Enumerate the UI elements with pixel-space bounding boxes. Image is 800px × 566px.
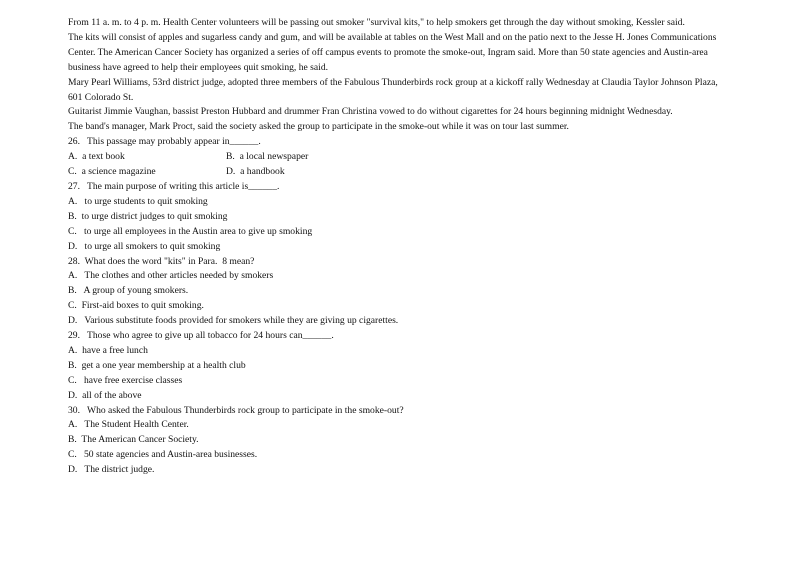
option-27-a: A. to urge students to quit smoking — [68, 195, 208, 207]
option-29-b: B. get a one year membership at a health club — [68, 359, 246, 371]
option-30-d: D. The district judge. — [68, 464, 155, 476]
option-27-b: B. to urge district judges to quit smoking — [68, 210, 228, 222]
option-30-b: B. The American Cancer Society. — [68, 434, 199, 446]
option-29-a: A. have a free lunch — [68, 344, 148, 356]
question-30-stem: 30. Who asked the Fabulous Thunderbirds rock group to participate in the smoke-out? — [68, 404, 404, 416]
option-27-c: C. to urge all employees in the Austin area to give up smoking — [68, 225, 313, 237]
option-28-a: A. The clothes and other articles needed by smokers — [68, 270, 274, 282]
option-28-d: D. Various substitute foods provided for smokers while they are giving up cigarettes. — [68, 315, 399, 327]
question-26-stem: 26. This passage may probably appear in______. — [68, 136, 261, 148]
paragraph: Guitarist Jimmie Vaughan, bassist Preston Hubbard and drummer Fran Christina vowed to do without cigarettes for 24 hours beginning midnight Wednesday. — [68, 106, 673, 118]
question-28-stem: 28. What does the word "kits" in Para. 8 mean? — [68, 255, 255, 267]
paragraph: From 11 a. m. to 4 p. m. Health Center volunteers will be passing out smoker "survival kits," to help smokers get through the day without smoking, Kessler said. — [68, 17, 685, 28]
question-26-options-row2 — [68, 165, 728, 180]
option-28-c: C. First-aid boxes to quit smoking. — [68, 300, 204, 312]
option-28-b: B. A group of young smokers. — [68, 285, 189, 297]
option-30-a: A. The Student Health Center. — [68, 419, 189, 431]
paragraph: The kits will consist of apples and sugarless candy and gum, and will be available at tables on the West Mall and on the patio next to the Jesse H. Jones Communications Center. The American Cancer Society has organized a series of off campus events to promote the smoke-out, Ingram said. More than 50 state agencies and Austin-area business have agreed to help their employees quit smoking, he said. — [68, 31, 717, 73]
question-29-stem: 29. Those who agree to give up all tobacco for 24 hours can______. — [68, 330, 334, 342]
option-30-c: C. 50 state agencies and Austin-area businesses. — [68, 449, 258, 461]
option-26-d: D. a handbook — [226, 166, 285, 178]
option-26-c: C. a science magazine — [68, 166, 156, 178]
paragraph: The band's manager, Mark Proct, said the society asked the group to participate in the smoke-out while it was on tour last summer. — [68, 121, 569, 133]
document-body — [68, 16, 728, 478]
paragraph: Mary Pearl Williams, 53rd district judge, adopted three members of the Fabulous Thunderbirds rock group at a kickoff rally Wednesday at Claudia Taylor Johnson Plaza, 601 Colorado St. — [68, 76, 718, 103]
option-27-d: D. to urge all smokers to quit smoking — [68, 240, 221, 252]
question-27-stem: 27. The main purpose of writing this article is______. — [68, 180, 280, 192]
option-26-a: A. a text book — [68, 151, 125, 163]
option-29-d: D. all of the above — [68, 389, 142, 401]
option-29-c: C. have free exercise classes — [68, 374, 183, 386]
question-26-options-row1 — [68, 150, 728, 165]
option-26-b: B. a local newspaper — [226, 151, 309, 163]
